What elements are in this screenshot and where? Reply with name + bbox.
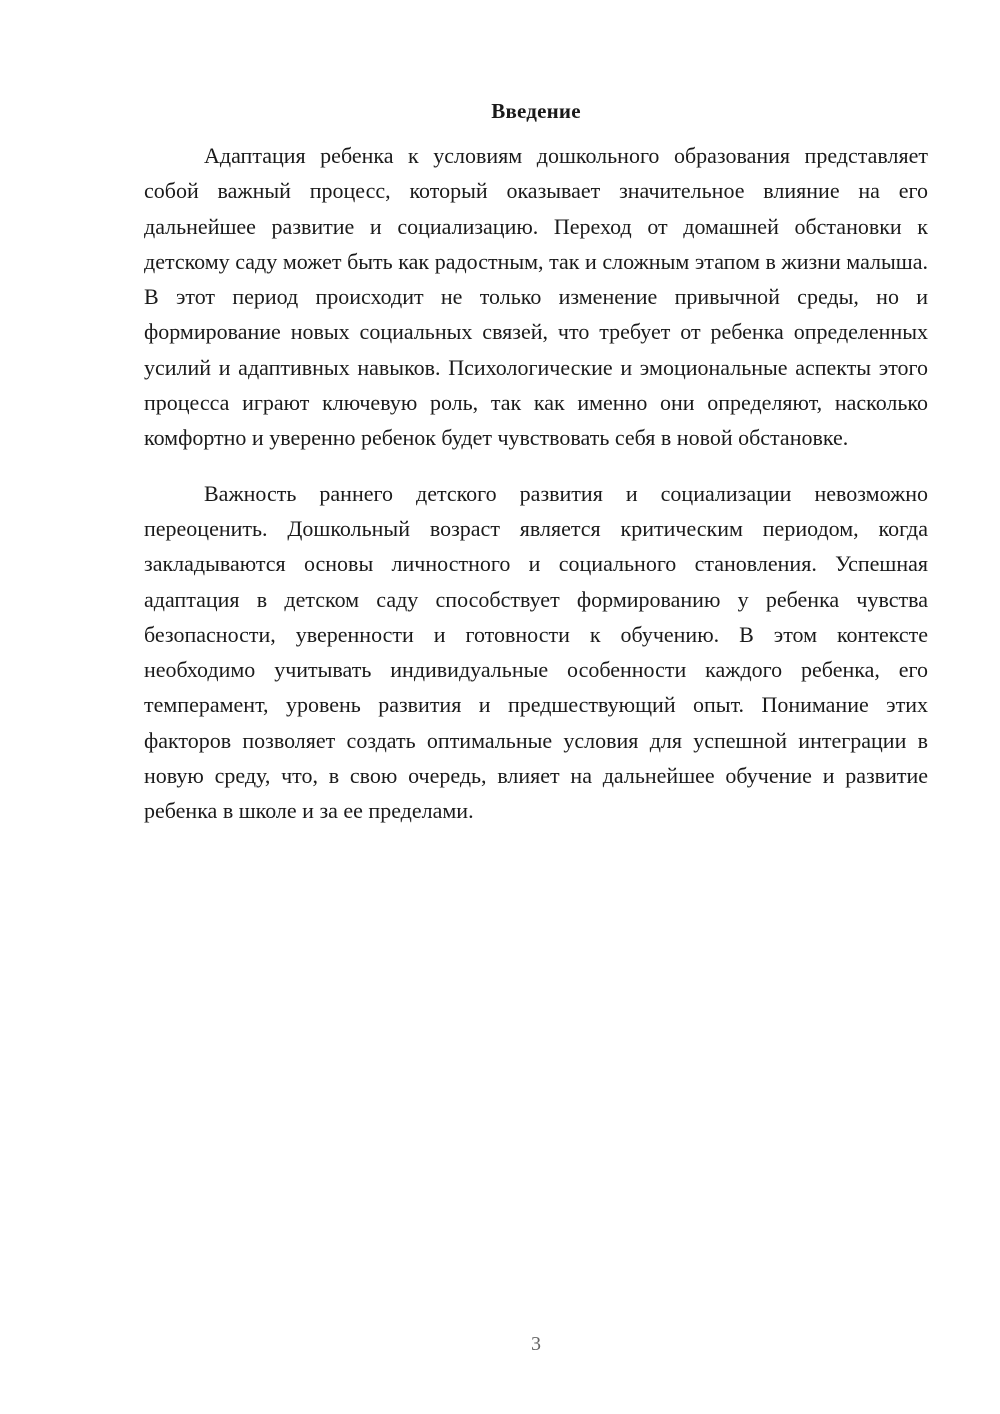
- paragraph-1: Адаптация ребенка к условиям дошкольного образования представляет собой важный процесс, который оказывает значительное влияние на его дальнейшее развитие и социализацию. Переход от домашней обстановки к детскому саду может быть как радостным, так и сложным этапом в жизни малыша. В этот период происходит не только изменение привычной среды, но и формирование новых социальных связей, что требует от ребенка определенных усилий и адаптивных навыков. Психологические и эмоциональные аспекты этого процесса играют ключевую роль, так как именно они определяют, насколько комфортно и уверенно ребенок будет чувствовать себя в новой обстановке.: [144, 143, 928, 451]
- paragraph-2: Важность раннего детского развития и социализации невозможно переоценить. Дошкольный возраст является критическим периодом, когда закладываются основы личностного и социального становления. Успешная адаптация в детском саду способствует формированию у ребенка чувства безопасности, уверенности и готовности к обучению. В этом контексте необходимо учитывать индивидуальные особенности каждого ребенка, его темперамент, уровень развития и предшествующий опыт. Понимание этих факторов позволяет создать оптимальные условия для успешной интеграции в новую среду, что, в свою очередь, влияет на дальнейшее обучение и развитие ребенка в школе и за ее пределами.: [144, 480, 928, 824]
- page-content: [144, 96, 928, 829]
- section-heading: Введение: [491, 99, 581, 123]
- page-number: 3: [531, 1333, 541, 1355]
